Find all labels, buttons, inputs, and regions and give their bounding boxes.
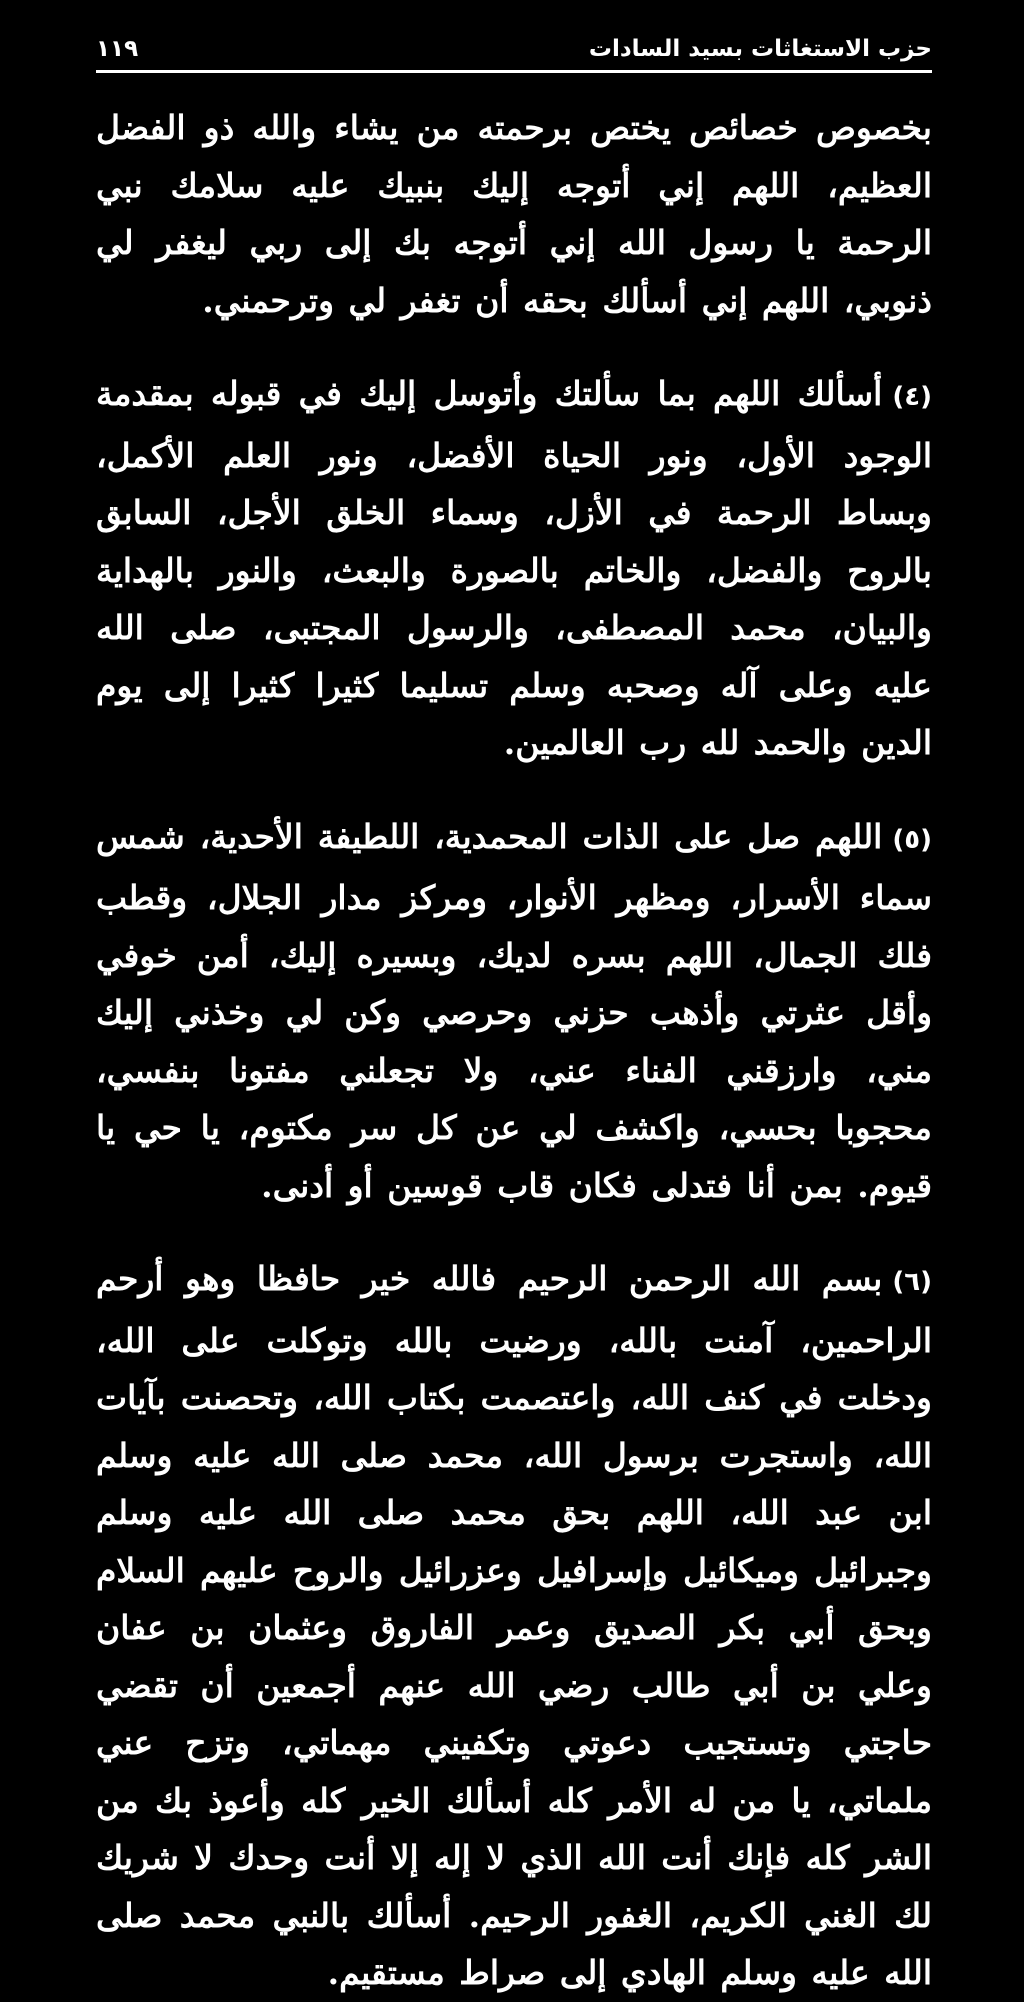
paragraph-6 — [96, 1250, 932, 2002]
header-title: حزب الاستغاثات بسيد السادات — [588, 36, 932, 62]
paragraph-number: (٤) — [892, 382, 932, 412]
header-rule — [96, 70, 932, 73]
paragraph-text: بخصوص خصائص يختص برحمته من يشاء والله ذو الفضل العظيم، اللهم إني أتوجه إليك بنبيك عليه سلامك نبي الرحمة يا رسول الله إني أتوجه بك إلى ربي ليغفر لي ذنوبي، اللهم إني أسألك بحقه أن تغفر لي وترحمني. — [96, 108, 932, 320]
paragraph-intro — [96, 99, 932, 329]
paragraph-number: (٦) — [892, 1267, 932, 1297]
paragraph-number: (٥) — [892, 824, 932, 855]
paragraph-5 — [96, 808, 932, 1215]
running-header — [96, 26, 932, 62]
paragraph-4 — [96, 365, 932, 772]
paragraph-text: أسألك اللهم بما سألتك وأتوسل إليك في قبوله بمقدمة الوجود الأول، ونور الحياة الأفضل، ونور العلم الأكمل، وبساط الرحمة في الأزل، وسماء الخلق الأجل، السابق بالروح والفضل، والخاتم بالصورة والبعث، والنور بالهداية والبيان، محمد المصطفى، والرسول المجتبى، صلى الله عليه وعلى آله وصحبه وسلم تسليما كثيرا كثيرا إلى يوم الدين والحمد لله رب العالمين. — [96, 374, 932, 762]
paragraph-text: بسم الله الرحمن الرحيم فالله خير حافظا وهو أرحم الراحمين، آمنت بالله، ورضيت بالله وتوكلت على الله، ودخلت في كنف الله، واعتصمت بكتاب الله، وتحصنت بآيات الله، واستجرت برسول الله، محمد صلى الله عليه وسلم ابن عبد الله، اللهم بحق محمد صلى الله عليه وسلم وجبرائيل وميكائيل وإسرافيل وعزرائيل والروح عليهم السلام وبحق أبي بكر الصديق وعمر الفاروق وعثمان بن عفان وعلي بن أبي طالب رضي الله عنهم أجمعين أن تقضي حاجتي وتستجيب دعوتي وتكفيني مهماتي، وتزح عني ملماتي، يا من له الأمر كله أسألك الخير كله وأعوذ بك من الشر كله فإنك أنت الله الذي لا إله إلا أنت وحدك لا شريك لك الغني الكريم، الغفور الرحيم. أسألك بالنبي محمد صلى الله عليه وسلم الهادي إلى صراط مستقيم. — [96, 1259, 932, 1992]
page-number: ١١٩ — [96, 36, 139, 62]
paragraph-text: اللهم صل على الذات المحمدية، اللطيفة الأحدية، شمس سماء الأسرار، ومظهر الأنوار، ومركز مدار الجلال، وقطب فلك الجمال، اللهم بسره لديك، وبسيره إليك، أمن خوفي وأقل عثرتي وأذهب حزني وحرصي وكن لي وخذني إليك مني، وارزقني الفناء عني، ولا تجعلني مفتونا بنفسي، محجوبا بحسي، واكشف لي عن كل سر مكتوم، يا حي يا قيوم. بمن أنا فتدلى فكان قاب قوسين أو أدنى. — [96, 816, 932, 1205]
